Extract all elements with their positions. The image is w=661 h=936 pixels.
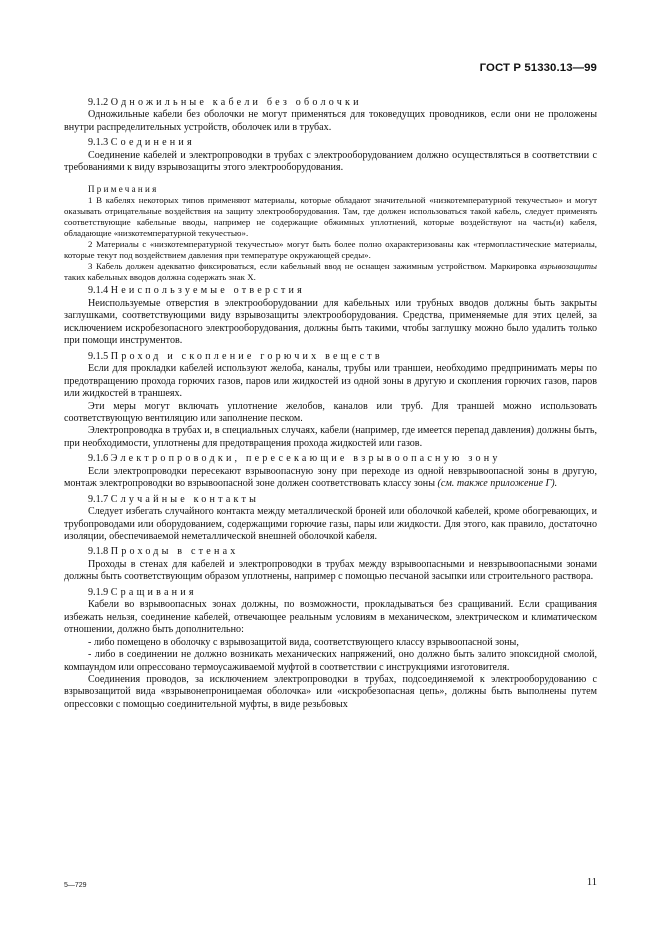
section-heading-9-1-8 (64, 546, 597, 558)
page-number: 11 (586, 877, 597, 888)
paragraph: Соединение кабелей и электропроводки в трубах с электрооборудованием должно осуществляться в соответствии с требованиями к виду взрывозащиты этого электрооборудования. (64, 149, 597, 174)
section-heading-9-1-5 (64, 351, 597, 363)
document-body (64, 94, 597, 711)
paragraph: Если для прокладки кабелей используют желоба, каналы, трубы или траншеи, необходимо предпринимать меры по предотвращению прохода горючих газов, паров или жидкостей из одной зоны в другую и скопления горючих газов, паров или жидкостей в траншеях. (64, 363, 597, 400)
section-number: 9.1.2 (88, 97, 109, 108)
section-number: 9.1.8 (88, 546, 109, 558)
notes-heading: Примечания (88, 183, 159, 194)
paragraph: Неиспользуемые отверстия в электрооборудовании для кабельных или трубных вводов должны быть закрыты заглушками, соответствующими виду взрывозащиты электрооборудования. Средства, применяемые для этих целей, за исключением искробезопасного электрооборудования, должны быть такими, чтобы заглушку можно было удалить только при помощи инструментов. (64, 297, 597, 347)
section-number: 9.1.4 (88, 285, 109, 297)
section-heading-9-1-3 (64, 137, 597, 149)
paragraph: Одножильные кабели без оболочки не могут применяться для токоведущих проводников, если они не проложены внутри распределительных устройств, оболочек или в трубах. (64, 109, 597, 133)
section-title: Случайные контакты (110, 493, 260, 505)
paragraph: Эти меры могут включать уплотнение желобов, каналов или труб. Для траншей можно использовать соответствующую вентиляцию или заполнение песком. (64, 400, 597, 424)
paragraph: Соединения проводов, за исключением электропроводки в трубах, подсоединяемой к электрооборудованию с взрывозащитой вида «взрывонепроницаемая оболочка» или «искробезопасная цепь», должны быть выполнены путем опрессовки с помощью соединительной муфты, в виде резьбовых (64, 674, 597, 710)
section-number: 9.1.7 (88, 493, 109, 505)
note-3 (64, 261, 597, 283)
section-heading-9-1-6 (64, 453, 597, 465)
note-2: 2 Материалы с «низкотемпературной текучестью» могут быть более полно охарактеризованы как «термопластические материалы, которые текут под воздействием давления при температуре окружающей среды». (64, 238, 597, 260)
paragraph: Электропроводка в трубах и, в специальных случаях, кабели (например, где имеется перепад давления) должны быть, при необходимости, уплотнены для предотвращения прохода жидкостей или газов. (64, 425, 597, 449)
paragraph (64, 466, 597, 491)
paragraph: Кабели во взрывоопасных зонах должны, по возможности, прокладываться без сращиваний. Если сращивания избежать нельзя, соединение кабелей, отвечающее реальным условиям в механическом, электрическом и климатическом отношении, должно быть дополнительно: (64, 599, 597, 636)
section-title: Одножильные кабели без оболочки (110, 97, 362, 108)
section-title: Соединения (110, 137, 195, 149)
section-title: Проходы в стенах (110, 546, 239, 558)
paragraph: Следует избегать случайного контакта между металлической броней или оболочкой кабелей, кроме обогревающих, и трубопроводами или оборудованием, содержащими горючие газы, пары или жидкости. Для этого, как правило, достаточно изоляции, обеспечиваемой неметаллической внешней оболочкой кабеля. (64, 506, 597, 543)
appendix-reference: (см. также приложение Г). (437, 478, 558, 490)
note-3-text-b: таких кабельных вводов должна содержать знак Х. (64, 271, 256, 282)
note-1: 1 В кабелях некоторых типов применяют материалы, которые обладают значительной «низкотемпературной текучестью» и могут оказывать отрицательные воздействия на защиту электрооборудования. Там, где должен использоваться такой кабель, следует применять соответствующие кабельные вводы, например не содержащие обжимных уплотнений, которые воздействуют на часть(и) кабеля, обладающие «низкотемпературной текучестью». (64, 195, 597, 238)
list-item: - либо в соединении не должно возникать механических напряжений, оно должно быть залито эпоксидной смолой, компаундом или опрессовано термоусаживаемой муфтой в соответствии с инструкциями изготовителя. (64, 649, 597, 673)
section-number: 9.1.3 (88, 137, 109, 149)
section-title: Проход и скопление горючих веществ (110, 350, 383, 362)
section-heading-9-1-7 (64, 494, 597, 506)
standard-header: ГОСТ Р 51330.13—99 (479, 62, 597, 74)
section-heading-9-1-4 (64, 285, 597, 297)
list-item: - либо помещено в оболочку с взрывозащитой вида, соответствующего классу взрывоопасной зоны, (88, 636, 519, 648)
section-title: Электропроводки, пересекающие взрывоопасную зону (110, 453, 501, 465)
section-number: 9.1.9 (88, 586, 109, 598)
paragraph-text: Если электропроводки пересекают взрывоопасную зону при переходе из одной невзрывоопасной зоны в другую, монтаж электропроводки во взрывоопасной зоне должен соответствовать классу зоны (64, 465, 597, 490)
paragraph: Проходы в стенах для кабелей и электропроводки в трубах между взрывоопасными и невзрывоопасными зонами должны быть соответствующим образом уплотнены, например с помощью песчаной засыпки или строительного раствора. (64, 558, 597, 583)
note-3-emphasis: взрывозащиты (540, 260, 597, 271)
section-heading-9-1-9 (64, 587, 597, 599)
section-heading-9-1-2 (64, 97, 597, 109)
note-3-text-a: 3 Кабель должен адекватно фиксироваться, если кабельный ввод не оснащен зажимным устройством. Маркировка (88, 260, 541, 271)
section-title: Сращивания (110, 586, 197, 598)
print-code: 5—729 (64, 882, 87, 889)
section-title: Неиспользуемые отверстия (110, 285, 305, 297)
section-number: 9.1.6 (88, 453, 109, 465)
section-number: 9.1.5 (88, 350, 109, 362)
